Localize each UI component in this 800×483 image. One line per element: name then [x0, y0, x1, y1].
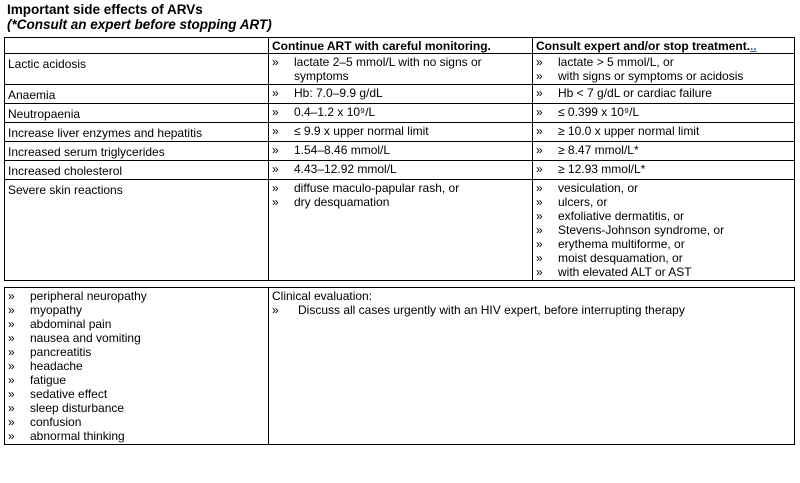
stop-criteria-cell — [533, 104, 795, 123]
bullet-icon: » — [536, 124, 543, 138]
other-effects-cell — [5, 288, 269, 445]
side-effects-table — [4, 37, 795, 445]
stop-criteria-cell — [533, 180, 795, 281]
bullet-icon: » — [536, 86, 543, 100]
other-effect-item — [8, 429, 265, 443]
continue-criterion-text: 1.54–8.46 mmol/L — [294, 143, 391, 157]
table-row — [5, 142, 795, 161]
bullet-icon: » — [272, 124, 279, 138]
stop-criterion — [536, 86, 791, 100]
continue-criterion — [272, 162, 529, 176]
other-effect-item-text: headache — [30, 359, 83, 373]
stop-criterion-text: ulcers, or — [558, 195, 608, 209]
stop-criterion — [536, 124, 791, 138]
stop-criterion-text: ≥ 10.0 x upper normal limit — [558, 124, 700, 138]
stop-criterion-text: ≥ 12.93 mmol/L* — [558, 162, 646, 176]
continue-criterion — [272, 105, 529, 119]
header-continue-art: Continue ART with careful monitoring. — [269, 38, 533, 54]
continue-criterion — [272, 181, 529, 195]
other-effect-item-text: sedative effect — [30, 387, 108, 401]
other-effect-item — [8, 317, 265, 331]
stop-criterion — [536, 143, 791, 157]
bullet-icon: » — [8, 317, 15, 331]
stop-criterion — [536, 251, 791, 265]
other-effect-item — [8, 303, 265, 317]
clinical-evaluation-heading: Clinical evaluation: — [272, 289, 373, 303]
bullet-icon: » — [272, 195, 279, 209]
continue-criterion-text: 0.4–1.2 x 10⁹/L — [294, 105, 376, 119]
gap-row — [5, 281, 795, 288]
other-effect-item — [8, 331, 265, 345]
bullet-icon: » — [8, 387, 15, 401]
side-effect-name: Lactic acidosis — [5, 54, 269, 85]
bullet-icon: » — [536, 181, 543, 195]
bullet-icon: » — [536, 55, 543, 69]
stop-criterion-text: exfoliative dermatitis, or — [558, 209, 685, 223]
stop-criteria-cell — [533, 142, 795, 161]
stop-criterion-text: Stevens-Johnson syndrome, or — [558, 223, 725, 237]
bullet-icon: » — [8, 303, 15, 317]
bullet-icon: » — [536, 195, 543, 209]
stop-criteria-cell — [533, 54, 795, 85]
continue-criterion — [272, 143, 529, 157]
header-consult-expert-label: Consult expert and/or stop treatment. — [536, 39, 751, 53]
side-effect-name: Increase liver enzymes and hepatitis — [5, 123, 269, 142]
stop-criterion-text: vesiculation, or — [558, 181, 639, 195]
other-effect-item-text: peripheral neuropathy — [30, 289, 147, 303]
continue-criterion-text: ≤ 9.9 x upper normal limit — [294, 124, 429, 138]
bullet-icon: » — [536, 105, 543, 119]
table-row — [5, 123, 795, 142]
bullet-icon: » — [8, 359, 15, 373]
table-row — [5, 180, 795, 281]
continue-criterion — [272, 86, 529, 100]
other-effect-item-text: pancreatitis — [30, 345, 92, 359]
bullet-icon: » — [536, 237, 543, 251]
bullet-icon: » — [536, 69, 543, 83]
other-effect-item-text: nausea and vomiting — [30, 331, 141, 345]
continue-criteria-cell — [269, 54, 533, 85]
stop-criterion-text: moist desquamation, or — [558, 251, 683, 265]
stop-criterion — [536, 195, 791, 209]
stop-criteria-cell — [533, 85, 795, 104]
bullet-icon: » — [536, 162, 543, 176]
bullet-icon: » — [8, 415, 15, 429]
stop-criteria-cell — [533, 161, 795, 180]
header-consult-expert — [533, 38, 795, 54]
bullet-icon: » — [272, 181, 279, 195]
other-effect-item — [8, 415, 265, 429]
continue-criterion-text: diffuse maculo-papular rash, or — [294, 181, 460, 195]
table-header-row — [5, 38, 795, 54]
continue-criteria-cell — [269, 161, 533, 180]
stop-criteria-cell — [533, 123, 795, 142]
stop-criterion — [536, 55, 791, 69]
stop-criterion-text: erythema multiforme, or — [558, 237, 685, 251]
other-effect-item — [8, 289, 265, 303]
continue-criterion-text: Hb: 7.0–9.9 g/dL — [294, 86, 383, 100]
side-effect-name: Severe skin reactions — [5, 180, 269, 281]
continue-criteria-cell — [269, 142, 533, 161]
bullet-icon: » — [272, 303, 279, 317]
clinical-evaluation-cell — [269, 288, 795, 445]
continue-criterion-text: dry desquamation — [294, 195, 390, 209]
bullet-icon: » — [8, 345, 15, 359]
other-effect-item — [8, 359, 265, 373]
bullet-icon: » — [8, 401, 15, 415]
clinical-evaluation-text — [272, 303, 791, 317]
continue-criteria-cell — [269, 123, 533, 142]
document-subtitle: (*Consult an expert before stopping ART) — [7, 17, 272, 32]
bullet-icon: » — [536, 251, 543, 265]
other-effect-item-text: abdominal pain — [30, 317, 112, 331]
bullet-icon: » — [536, 209, 543, 223]
other-effect-item-text: fatigue — [30, 373, 67, 387]
bullet-icon: » — [8, 289, 15, 303]
bullet-icon: » — [8, 373, 15, 387]
other-effect-item-text: abnormal thinking — [30, 429, 125, 443]
bullet-icon: » — [272, 143, 279, 157]
stop-criterion — [536, 162, 791, 176]
other-effect-item-text: myopathy — [30, 303, 83, 317]
stop-criterion-text: ≤ 0.399 x 10⁹/L — [558, 105, 640, 119]
stop-criterion-text: Hb < 7 g/dL or cardiac failure — [558, 86, 712, 100]
header-suffix-link[interactable]: .. — [750, 39, 757, 53]
stop-criterion — [536, 237, 791, 251]
stop-criterion — [536, 265, 791, 279]
other-effect-item — [8, 373, 265, 387]
other-effects-row — [5, 288, 795, 445]
continue-criterion — [272, 195, 529, 209]
side-effect-name: Neutropaenia — [5, 104, 269, 123]
bullet-icon: » — [536, 223, 543, 237]
stop-criterion-text: lactate > 5 mmol/L, or — [558, 55, 674, 69]
continue-criterion — [272, 124, 529, 138]
continue-criterion-text: 4.43–12.92 mmol/L — [294, 162, 397, 176]
continue-criteria-cell — [269, 180, 533, 281]
stop-criterion — [536, 209, 791, 223]
continue-criteria-cell — [269, 85, 533, 104]
stop-criterion — [536, 69, 791, 83]
table-row — [5, 161, 795, 180]
stop-criterion — [536, 105, 791, 119]
table-row — [5, 54, 795, 85]
bullet-icon: » — [536, 143, 543, 157]
continue-criterion — [272, 55, 529, 83]
stop-criterion-text: with signs or symptoms or acidosis — [558, 69, 744, 83]
gap-cell — [5, 281, 795, 288]
bullet-icon: » — [272, 105, 279, 119]
document-title: Important side effects of ARVs — [7, 2, 203, 17]
bullet-icon: » — [8, 429, 15, 443]
stop-criterion — [536, 223, 791, 237]
continue-criteria-cell — [269, 104, 533, 123]
clinical-evaluation-text-text: Discuss all cases urgently with an HIV expert, before interrupting therapy — [298, 303, 685, 317]
other-effect-item — [8, 401, 265, 415]
bullet-icon: » — [536, 265, 543, 279]
side-effect-name: Anaemia — [5, 85, 269, 104]
continue-criterion-text: lactate 2–5 mmol/L with no signs or symptoms — [294, 55, 482, 83]
side-effect-name: Increased cholesterol — [5, 161, 269, 180]
table-row — [5, 85, 795, 104]
bullet-icon: » — [272, 86, 279, 100]
other-effect-item-text: sleep disturbance — [30, 401, 125, 415]
bullet-icon: » — [272, 162, 279, 176]
stop-criterion-text: with elevated ALT or AST — [558, 265, 692, 279]
bullet-icon: » — [272, 55, 279, 69]
other-effect-item — [8, 345, 265, 359]
side-effect-name: Increased serum triglycerides — [5, 142, 269, 161]
other-effect-item-text: confusion — [30, 415, 82, 429]
header-side-effect — [5, 38, 269, 54]
other-effect-item — [8, 387, 265, 401]
table-row — [5, 104, 795, 123]
stop-criterion-text: ≥ 8.47 mmol/L* — [558, 143, 639, 157]
stop-criterion — [536, 181, 791, 195]
bullet-icon: » — [8, 331, 15, 345]
